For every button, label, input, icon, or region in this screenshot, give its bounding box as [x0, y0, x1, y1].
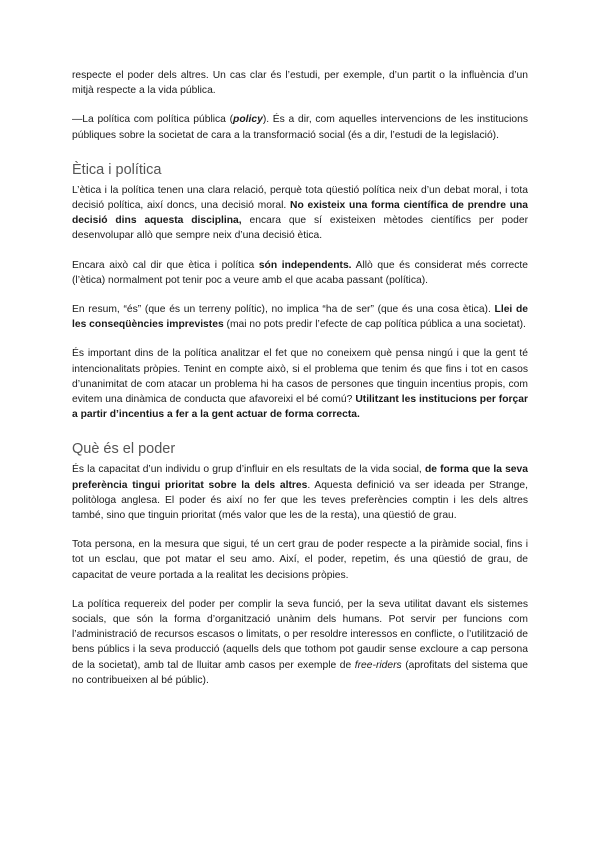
document-page: [72, 68, 528, 702]
etica-bold-2: són independents.: [258, 259, 352, 271]
poder-paragraph-3: [72, 597, 528, 688]
etica-paragraph-4: [72, 346, 528, 422]
etica-text-1b: encara que sí existeixen mètodes científics per poder desenvolupar allò que sempre neix d’una decisió ètica.: [72, 215, 528, 242]
poder-bold-1: de forma que la seva preferència tingui prioritat sobre la dels altres: [72, 464, 528, 491]
intro-paragraph-1: [72, 68, 528, 98]
etica-text-1a: L’ètica i la política tenen una clara relació, perquè tota qüestió política neix d’un debat moral, i tota decisió política, així doncs, una decisió moral.: [72, 184, 528, 212]
etica-paragraph-2: [72, 258, 528, 288]
poder-paragraph-2: [72, 537, 528, 583]
etica-text-3a: En resum, “és” (que és un terreny polític), no implica “ha de ser” (que és una cosa ètica).: [72, 304, 495, 316]
etica-bold-1: No existeix una forma científica de prendre una decisió dins aquesta disciplina,: [72, 200, 529, 227]
poder-paragraph-1: [72, 462, 528, 523]
etica-paragraph-1: [72, 183, 528, 244]
poder-text-1a: És la capacitat d’un individu o grup d’influir en els resultats de la vida social,: [72, 464, 425, 476]
poder-text-2: Tota persona, en la mesura que sigui, té un cert grau de poder respecte a la piràmide social, fins i tot un esclau, que pot matar el seu amo. Així, el poder, repetim, és una qüestió de grau, de capacitat de veure portada a la realitat les decisions pròpies.: [72, 539, 528, 581]
intro-paragraph-2: [72, 112, 528, 142]
free-riders-term: free-riders: [354, 659, 402, 671]
poder-text-3a: La política requereix del poder per complir la seva funció, per la seva utilitat davant els sistemes socials, que són la forma d’organització unànim dels humans. Pot servir per funcions com l’administració de recursos escasos o limitats, o per resoldre interessos en conflicte, o l’utilització de bens públics i la seva producció (aquells dels que tothom pot gaudir sense excloure a cap persona de la societat), amb tal de lluitar amb casos per exemple de: [72, 598, 528, 671]
etica-text-2a: Encara això cal dir que ètica i política: [72, 259, 259, 271]
etica-text-4a: És important dins de la política analitzar el fet que no coneixem què pensa ningú i que la gent té intencionalitats pròpies. Tenint en compte això, si el problema que tenim és que fins i tot en casos d’unanimitat de com atacar un problema hi ha casos de persones que tinguin incentius propis, com evitem una dinàmica de conducta que afavoreixi el bé comú?: [72, 348, 528, 406]
poder-text-3b: (aprofitats del sistema que no contribueixen al bé públic).: [72, 659, 528, 686]
etica-text-2b: Allò que és considerat més correcte (l’ètica) normalment pot tenir poc a veure amb el que acaba passant (política).: [72, 259, 528, 286]
etica-bold-3: Llei de les conseqüències imprevistes: [72, 304, 528, 331]
etica-bold-4: Utilitzant les institucions per forçar a partir d’incentius a fer a la gent actuar de forma correcta.: [72, 394, 528, 421]
intro-text-1: respecte el poder dels altres. Un cas clar és l’estudi, per exemple, d’un partit o la influència d’un mitjà respecte a la vida pública.: [72, 70, 528, 97]
heading-etica-i-politica: Ètica i política: [72, 161, 162, 178]
heading-que-es-el-poder: Què és el poder: [72, 441, 176, 458]
intro-text-2a: —La política com política pública (: [72, 114, 234, 126]
intro-text-2b: ). És a dir, com aquelles intervencions de les institucions públiques sobre la societat de cara a la transformació social (és a dir, l’estudi de la legislació).: [72, 114, 528, 141]
etica-text-3b: (mai no pots predir l’efecte de cap política pública a una societat).: [223, 319, 526, 331]
policy-term: policy: [233, 114, 263, 126]
poder-text-1b: . Aquesta definició va ser ideada per Strange, politòloga anglesa. El poder és així no fer que les teves preferències comptin i les dels altres també, sino que tinguin prioritat (més valor que les de la resta), una qüestió de grau.: [72, 479, 528, 522]
etica-paragraph-3: [72, 302, 528, 332]
